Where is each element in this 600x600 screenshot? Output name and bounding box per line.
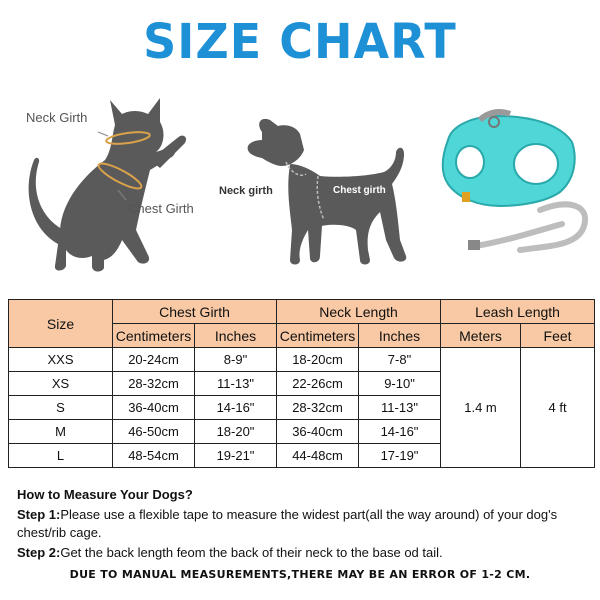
size-cell: L — [9, 444, 113, 468]
error-note: DUE TO MANUAL MEASUREMENTS,THERE MAY BE AN ERROR OF 1-2 CM. — [69, 568, 531, 581]
dog-neck-girth-label: Neck girth — [219, 185, 273, 197]
neck-in-cell: 9-10" — [359, 372, 441, 396]
step-1 — [17, 506, 587, 542]
measure-instructions — [17, 486, 587, 562]
neck-centimeters-header: Centimeters — [277, 324, 359, 348]
chest-in-cell: 8-9" — [195, 348, 277, 372]
step-1-label: Step 1: — [17, 507, 61, 522]
chest-cm-cell: 28-32cm — [113, 372, 195, 396]
size-table — [8, 299, 595, 468]
neck-in-cell: 7-8" — [359, 348, 441, 372]
neck-cm-cell: 18-20cm — [277, 348, 359, 372]
chest-girth-header: Chest Girth — [113, 300, 277, 324]
size-cell: S — [9, 396, 113, 420]
chest-cm-cell: 48-54cm — [113, 444, 195, 468]
neck-in-cell: 17-19" — [359, 444, 441, 468]
chest-cm-cell: 46-50cm — [113, 420, 195, 444]
dog-chest-girth-label: Chest girth — [333, 185, 386, 196]
leash-icon — [468, 204, 585, 250]
cat-neck-girth-label: Neck Girth — [26, 110, 88, 125]
chest-in-cell: 19-21" — [195, 444, 277, 468]
chest-inches-header: Inches — [195, 324, 277, 348]
chest-in-cell: 11-13" — [195, 372, 277, 396]
step-2 — [17, 544, 587, 562]
size-column-header: Size — [9, 300, 113, 348]
chest-centimeters-header: Centimeters — [113, 324, 195, 348]
chest-in-cell: 18-20" — [195, 420, 277, 444]
size-cell: XS — [9, 372, 113, 396]
leash-meters-header: Meters — [441, 324, 521, 348]
size-cell: XXS — [9, 348, 113, 372]
neck-cm-cell: 28-32cm — [277, 396, 359, 420]
page-title: SIZE CHART — [143, 12, 457, 70]
leash-meters-cell: 1.4 m — [441, 348, 521, 468]
step-2-text: Get the back length feom the back of their neck to the base od tail. — [60, 545, 443, 560]
step-2-label: Step 2: — [17, 545, 61, 560]
neck-inches-header: Inches — [359, 324, 441, 348]
illustrations — [0, 80, 600, 290]
chest-cm-cell: 36-40cm — [113, 396, 195, 420]
size-cell: M — [9, 420, 113, 444]
leash-feet-cell: 4 ft — [521, 348, 595, 468]
leash-feet-header: Feet — [521, 324, 595, 348]
harness-icon — [443, 112, 575, 206]
instructions-heading: How to Measure Your Dogs? — [17, 487, 193, 502]
neck-cm-cell: 44-48cm — [277, 444, 359, 468]
neck-in-cell: 11-13" — [359, 396, 441, 420]
chest-cm-cell: 20-24cm — [113, 348, 195, 372]
table-row — [9, 348, 595, 372]
chest-in-cell: 14-16" — [195, 396, 277, 420]
step-1-text: Please use a flexible tape to measure the widest part(all the way around) of your dog's chest/rib cage. — [17, 507, 558, 540]
neck-cm-cell: 36-40cm — [277, 420, 359, 444]
cat-chest-girth-label: Chest Girth — [128, 201, 194, 216]
leash-length-header: Leash Length — [441, 300, 595, 324]
neck-length-header: Neck Length — [277, 300, 441, 324]
neck-in-cell: 14-16" — [359, 420, 441, 444]
neck-cm-cell: 22-26cm — [277, 372, 359, 396]
